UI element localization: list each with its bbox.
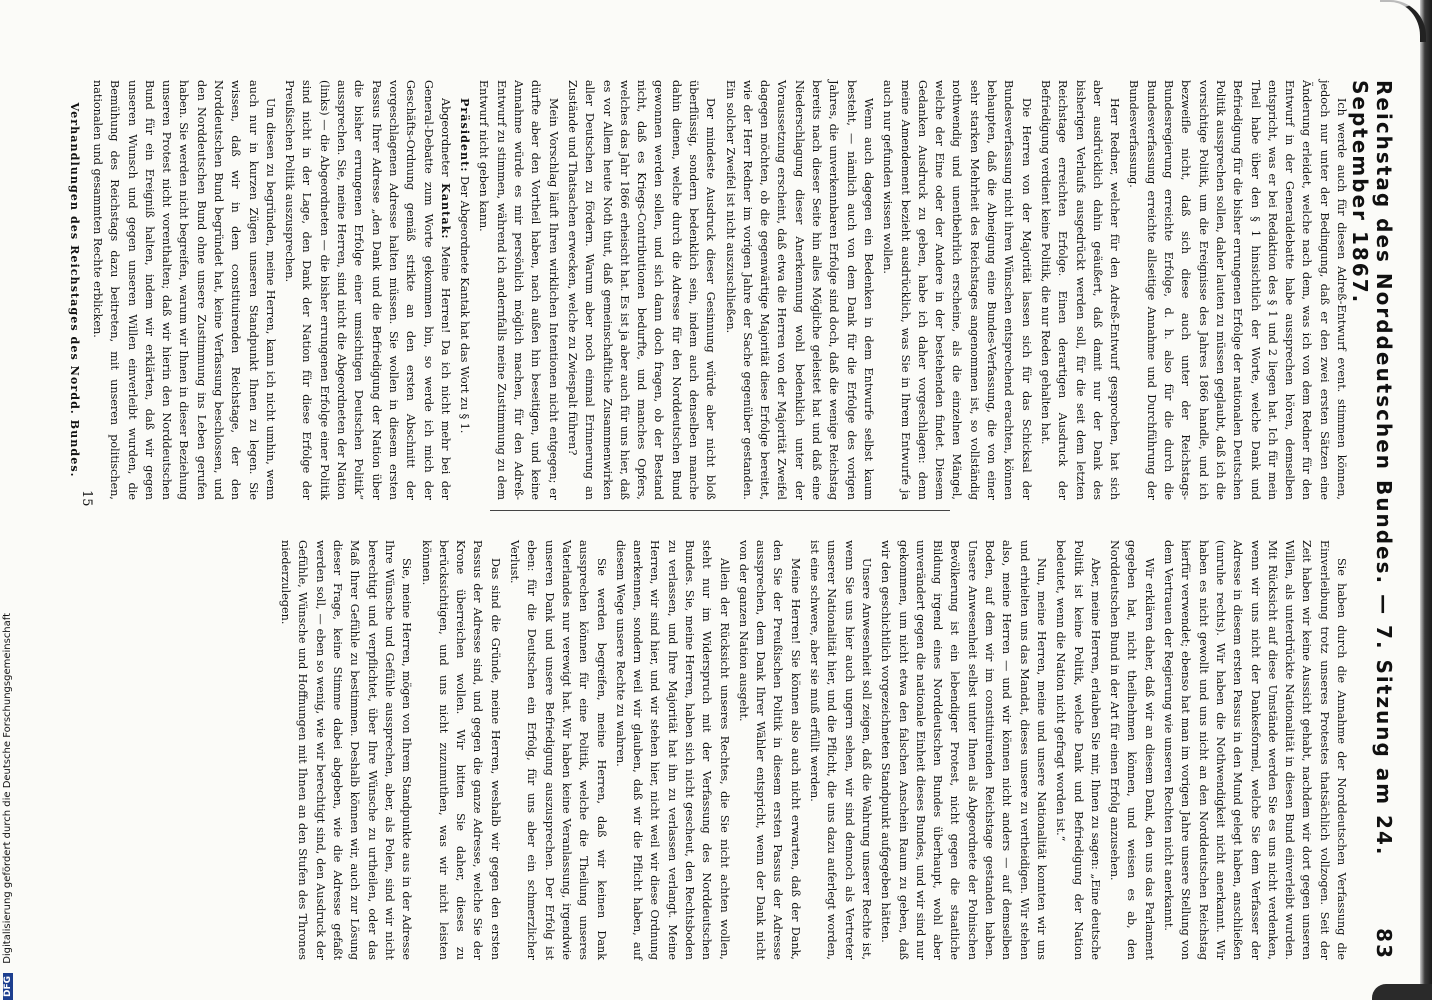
scanner-edge-right <box>1420 0 1432 1000</box>
digitization-credit <box>2 580 13 1000</box>
paragraph: Wenn auch dagegen ein Bedenken in dem Entwurfe selbst kaum besteht, — nämlich auch von dem Dank für die Erfolge des vorigen Jahres, die unverkennbaren Erfolge sind doch, daß die wenige Reichstag bereits nach dieser Seite hin alles Mögliche geleistet hat und daß eine Niederschlagung dieser Anerkennung wohl bedenklich unter der Voraussetzung erscheint, daß etwa die Herren von der Majorität Zweifel dagegen möchten, ob die gegenwärtige Majorität diese Erfolge bereitet, wie der Herr Redner im vorigen Jahre der Sache gegenüber gestanden. Ein solcher Zweifel ist nicht auszuschließen. <box>723 80 875 500</box>
paragraph: Sie haben durch die Annahme der Norddeutschen Verfassung die Einverleibung trotz unseres Protestes thatsächlich vollzogen. Seit der Zeit haben wir keine Aussicht gehabt, nachdem wir dort gegen unseren Willen, als unterdrückte Nationalität in diesen Bund einverleibt wurden. Mit Rücksicht auf diese Umstände werden Sie es uns nicht verdenken, wenn wir uns nicht der Dankesformel, welche Sie dem Verfasser der Adresse in diesem ersten Passus in den Mund gelegt haben, anschließen (unruhe rechts). Wir haben die Nothwendigkeit nicht anerkannt. Wir haben es nicht gewollt und uns nicht an den Norddeutschen Reichstag hierfür verwendet; ebenso hat man im vorigen Jahre unsere Stellung von dem Vertrauen der Regierung wie unseren Rechten nicht anerkannt. <box>1162 540 1348 960</box>
paragraph: Meine Herren! Sie können also auch nicht erwarten, daß der Dank, den Sie der Preußischen Politik in diesem ersten Passus der Adresse aussprechen, dem Dank Ihrer Wähler entspricht, wenn der Dank nicht von der ganzen Nation ausgeht. <box>736 540 802 960</box>
paragraph: Das sind die Gründe, meine Herren, weshalb wir gegen den ersten Passus der Adresse sind, und gegen die ganze Adresse, welche Sie der Krone überreichen wollen. Wir bitten Sie daher, dieses zu berücksichtigen, und uns nicht zuzumuthen, was wir nicht leisten können. <box>419 540 502 960</box>
paragraph: Unsere Anwesenheit soll zeigen, daß die Wahrung unserer Rechte ist, wenn Sie uns hier auch ungern sehen, wir sind dennoch als Vertreter unserer Nationalität hier, und die Pflicht, die uns dazu auferlegt worden, ist eine schwere, aber sie muß erfüllt werden. <box>808 540 873 960</box>
paragraph: Sie werden begreifen, meine Herren, daß wir keinen Dank aussprechen können für eine Politik, welche die Theilung unseres Vaterlandes nur verewigt hat. Wir haben keine Veranlassung, irgendwie unseren Dank und unsere Befriedigung auszusprechen. Der Erfolg ist eben: für die Deutschen ein Erfolg, für uns aber ein schmerzlicher Verlust. <box>508 540 608 960</box>
paragraph: Aber, meine Herren, erlauben Sie mir, Ihnen zu sagen: „Eine deutsche Politik ist keine Politik, welche Dank und Befriedigung der Nation bedeutet, wenn die Nation nicht gefragt worden ist.“ <box>1054 540 1102 960</box>
credit-text: Digitalisierung gefördert durch die Deutsche Forschungsgemeinschaft <box>2 612 13 964</box>
column-divider <box>490 510 950 511</box>
paragraph: Präsident: Der Abgeordnete Kantak hat das Wort zu § 1. <box>458 98 473 434</box>
paragraph: Mein Vorschlag läuft Ihren wirklichen Intentionen nicht entgegen; er dürfte aber den Vortheil haben, nach außen hin beseitigen, und keine Annahme würde es mir persönlich möglich machen, für den Adreß-Entwurf zu stimmen, während ich andernfalls meine Zustimmung zu dem Entwurf nicht geben kann. <box>477 80 560 500</box>
right-text-column <box>110 540 1350 960</box>
scanner-edge-bottom <box>1372 984 1432 1000</box>
paragraph: Nun, meine Herren, meine und unsere Nationalität konnten wir uns und erhielten uns das Mandat, dieses unsere zu vertheidigen. Wir stehen also, meine Herren — und wir können nicht anders — auf demselben Boden, auf dem wir im constituirenden Reichstage gestanden haben. Unsere Anwesenheit selbst unter Ihnen als Abgeordnete der Polnischen Bevölkerung ist ein lebendiger Protest, nicht gegen die staatliche Bildung irgend eines Norddeutschen Bundes überhaupt, wohl aber unverändert gegen die nationale Einheit dieses Bundes, und wir sind nur gekommen, um nicht etwa den falschen Anschein Raum zu geben, daß wir den geschichtlich vorgezeichneten Standpunkt aufgegeben hätten. <box>879 540 1048 960</box>
dfg-logo: DFG <box>3 973 13 1000</box>
header-title: Reichstag des Norddeutschen Bundes. — 7. Sitzung am 24. September 1867. <box>1348 80 1396 857</box>
speaker-name: Präsident: <box>458 98 473 173</box>
paragraph: Um diesen zu begründen, meine Herren, kann ich nicht umhin, wenn auch nur in kurzen Zügen unseren Standpunkt Ihnen zu legen. Sie wissen, daß wir in dem constituirenden Reichstage, der den Norddeutschen Bund begründet hat, keine Verfassung beschlossen, und den Norddeutschen Bund ohne unsere Zustimmung ins Leben gerufen haben. Sie werden nicht begreifen, warum wir Ihnen in dieser Beziehung unseren Protest nicht vorenthalten; daß wir hierin den Norddeutschen Bund für ein Ereigniß halten, indem wir erklärten, daß wir gegen unseren Wunsch und gegen unseren Willen einverleibt wurden, die Bemühung des Reichstags dazu beitreten, mit unseren politischen, nationalen und gesammten Rechte erblicken. <box>90 80 277 500</box>
footer-folio: 15 <box>79 490 94 507</box>
paragraph: Allein der Rücksicht unseres Rechtes, die Sie nicht achten wollen, steht nur im Widerspruch mit der Verfassung des Norddeutschen Bundes. Sie, meine Herren, haben sich nicht gescheut, den Rechtsboden zu verlassen, und Ihre Majorität hat ihn zu verlassen verlangt. Meine Herren, wir sind hier, und wir stehen hier, nicht weil wir diese Ordnung anerkennen, sondern weil wir glauben, daß wir die Pflicht haben, auf diesem Wege unsere Rechte zu wahren. <box>613 540 731 960</box>
column-end-note: Verhandlungen des Reichstages des Nordd. Bundes. <box>67 102 82 478</box>
paragraph: Ich werde auch für diesen Adreß-Entwurf event. stimmen können, jedoch nur unter der Bedingung, daß er den zwei ersten Sätzen eine Änderung erleidet, welche nach dem, was ich von dem Redner für den Entwurf in der Generaldebatte habe aussprechen hören, demselben entspricht, was er bei Redaktion des § 1 und 2 liegen hat. Ich für mein Theil habe über den § 1 hinsichtlich der Worte, welche Dank und Befriedigung für die bisher errungenen Erfolge der nationalen Deutschen Politik aussprechen sollen, daher lauten zu müssen geglaubt, daß ich die vorsichtige Politik, um die Ereignisse des Jahres 1866 handle, und ich bezweifle nicht, daß sich diese auch unter der Reichstags-Bundesregierung erreichte Erfolge, d. h. also für die durch die Bundesverfassung erreichte allseitige Annahme und Durchführung der Bundesverfassung. <box>1127 80 1348 500</box>
running-header <box>1348 80 1402 960</box>
paragraph: Die Herren von der Majorität lassen sich für das Schicksal der Bundesverfassung nicht ihren Wünschen entsprechend erachten, können behaupten, daß die Abneigung eine Bundes-Verfassung, die von einer sehr starken Mehrheit des Reichstages angenommen ist, so vollständig nothwendig und unentbehrlich erscheine, als die einzelnen Mängel, welche der Eine oder der Andere in der bestehenden findet. Diesem Gedanken Ausdruck zu geben, habe ich daher vorgeschlagen: denn meine Amendement bezieht ausdrücklich, was Sie in Ihrem Entwurfe ja auch nur gefunden wissen wollen. <box>881 80 1033 500</box>
speaker-name: Kantak: <box>438 183 453 240</box>
paragraph: Der mindeste Ausdruck dieser Gesinnung würde aber nicht bloß überflüssig, sondern bedenklich sein, indem auch denselben manche dahin dienen, welche durch die Adresse für den Norddeutschen Bund gewonnen werden sollen, und sich dann doch fragen, ob der Bestand nicht, daß es Kriegs-Contributionen bedurfte, und manches Opfers, welches das Jahr 1866 erheischt hat. Es ist ja aber auch für uns hier, daß es vor Allem heute Noth thut, daß gemeinschaftliche Zusammenwirken aller Deutschen zu fördern. Warum aber noch einmal Erinnerung an Zustände und Thatsachen erwecken, welche zu Zwiespalt führen? <box>565 80 718 500</box>
header-page-number: 83 <box>1372 928 1396 960</box>
paragraph: Sie, meine Herren, mögen von Ihrem Standpunkte aus in der Adresse Ihre Wünsche und Gefühle aussprechen, aber, als Polen, sind wir nicht berechtigt und verpflichtet, über Ihre Wünsche zu urtheilen, oder das Maß Ihrer Gefühle zu bestimmen. Deshalb können wir, auch zur Lösung dieser Frage, keine Stimme dabei abgeben, wie die Adresse gefaßt werden soll, — eben so wenig, wie wir berechtigt sind, den Ausdruck der Gefühle, Wünsche und Hoffnungen mit Ihnen an den Stufen des Thrones niederzulegen. <box>279 540 414 960</box>
paragraph: Herr Redner, welcher für den Adreß-Entwurf gesprochen, hat sich aber ausdrücklich dahin geäußert, daß damit nur der Dank des bisherigen Verlaufs ausgedrückt werden soll, für die seit dem letzten Reichstage erreichten Erfolge. Einen derartigen Ausdruck der Befriedigung verdient keine Politik, die nur Reden gehalten hat. <box>1038 80 1122 500</box>
paragraph: Abgeordneter Kantak: Meine Herren! Da ich nicht mehr bei der General-Debatte zum Worte gekommen bin, so werde ich mich der Geschäfts-Ordnung gemäß strikte an den ersten Abschnitt der vorgeschlagenen Adresse halten müssen. Sie wollen in diesem ersten Passus Ihrer Adresse „den Dank und die Befriedigung der Nation über die bisher errungenen Erfolge einer umsichtigen Deutschen Politik“ aussprechen. Sie, meine Herren, sind nicht die Abgeordneten der Nation (links) — die Abgeordneten — die bisher errungenen Erfolge einer Politik sind nicht in der Lage, den Dank der Nation für diese Erfolge der Preußischen Politik auszusprechen. <box>283 80 453 500</box>
rotated-document-page <box>40 20 1420 980</box>
paragraph: Wir erklären daher, daß wir an diesem Dank, den uns das Parlament gegeben hat, nicht theilnehmen können, und weisen es ab, den Norddeutschen Bund in der Art für einen Erfolg anzusehen. <box>1108 540 1156 960</box>
